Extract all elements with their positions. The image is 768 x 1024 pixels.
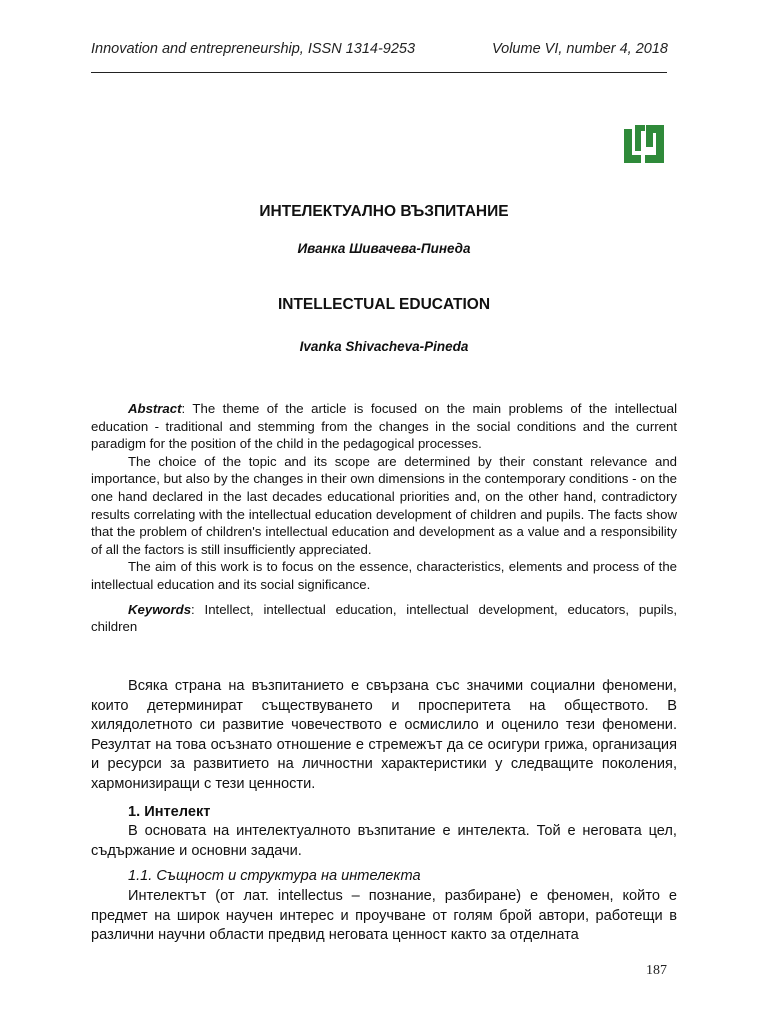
abstract-paragraph-3: The aim of this work is to focus on the essence, characteristics, elements and process of the intellectual education and its social significance. xyxy=(91,559,677,592)
abstract-paragraph-2: The choice of the topic and its scope are determined by their constant relevance and importance, but also by the changes in their own dimensions in the contemporary conditions - on the one hand declared in the last decades educational priorities and, on the other hand, contradictory results correlating with the intellectual education development of children and pupils. The facts show that the problem of children's intellectual education and development as a value and a responsibility of all the factors is still insufficiently appreciated. xyxy=(91,453,677,557)
article-body xyxy=(91,677,677,946)
body-paragraph-3: Интелектът (от лат. intellectus – познание, разбиране) е феномен, който е предмет на широк научен интерес и проучване от голям брой автори, работещи в различни научни области предвид неговата ценност както за отделната xyxy=(91,887,677,944)
section-heading: 1. Интелект xyxy=(128,803,211,820)
journal-header: Innovation and entrepreneurship, ISSN 1314-9253 xyxy=(91,41,416,57)
volume-header: Volume VI, number 4, 2018 xyxy=(492,41,668,57)
abstract-label: Abstract xyxy=(128,401,182,416)
body-paragraph-2: В основата на интелектуалното възпитание е интелекта. Той е неговата цел, съдържание и основни задачи. xyxy=(91,823,677,859)
abstract-text-1: : The theme of the article is focused on the main problems of the intellectual education - traditional and stemming from the changes in the social conditions and the current paradigm for the position of the child in the pedagogical processes. xyxy=(91,401,677,452)
body-paragraph-1: Всяка страна на възпитанието е свързана със значими социални феномени, които детерминират съществуването и просперитета на обществото. В хилядолетното си развитие човечеството е осмислило и оценило тези феномени. Резултат на това осъзнато отношение е стремежът да се осигури грижа, организация и ресурси за развитието на личностни характеристики у следващите поколения, хармонизиращи с тези ценности. xyxy=(91,678,677,792)
page-number: 187 xyxy=(646,963,667,978)
header-rule xyxy=(91,72,667,73)
keywords-paragraph xyxy=(91,601,677,636)
keywords-label: Keywords xyxy=(128,601,192,617)
author-english: Ivanka Shivacheva-Pineda xyxy=(299,339,469,354)
subsection-heading: 1.1. Същност и структура на интелекта xyxy=(128,868,421,885)
journal-logo-icon xyxy=(622,123,666,165)
title-english: INTELLECTUAL EDUCATION xyxy=(277,296,491,313)
abstract-paragraph-1 xyxy=(91,400,677,453)
title-bulgarian: ИНТЕЛЕКТУАЛНО ВЪЗПИТАНИЕ xyxy=(259,203,509,220)
abstract-section xyxy=(91,400,677,636)
keywords-text: : Intellect, intellectual education, intellectual development, educators, pupils, children xyxy=(91,601,677,635)
author-bulgarian: Иванка Шивачева-Пинеда xyxy=(297,241,471,256)
